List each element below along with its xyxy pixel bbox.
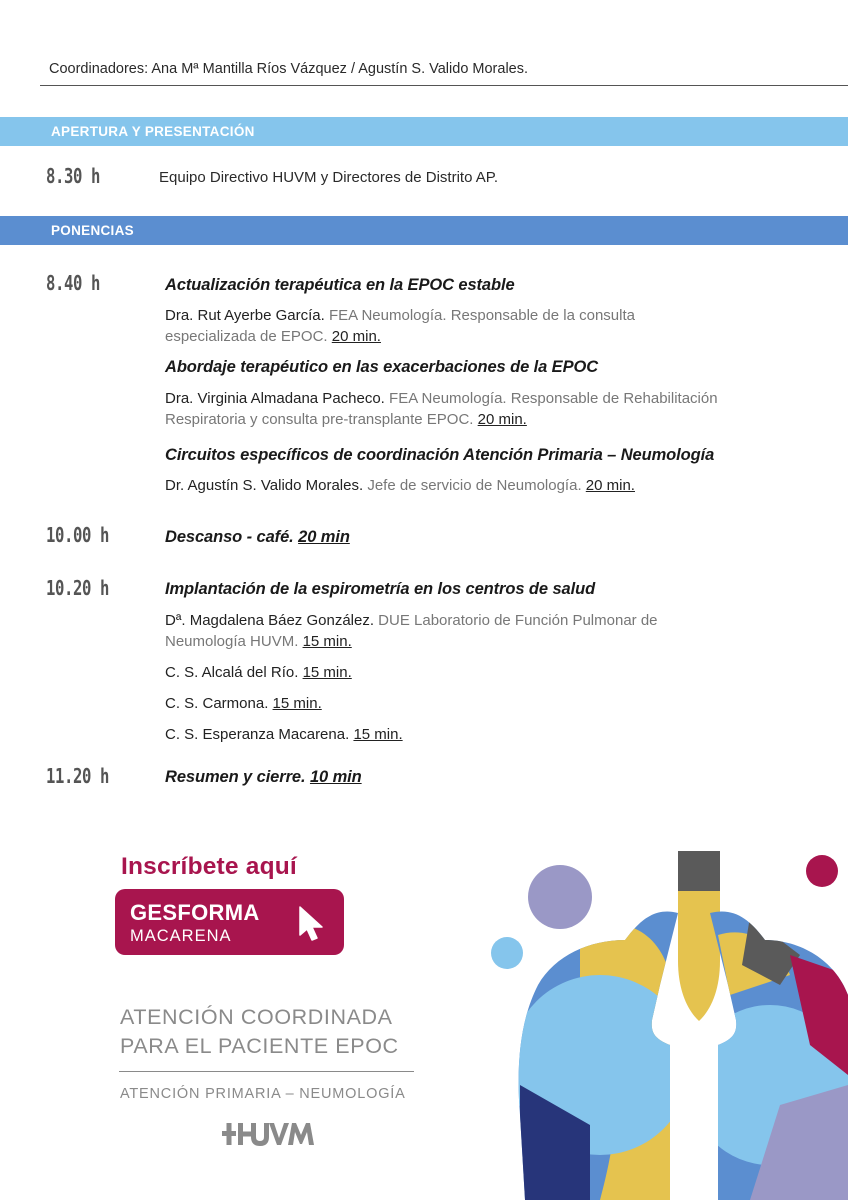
talk-3-title: Circuitos específicos de coordinación Atención Primaria – Neumología xyxy=(165,446,715,464)
center-item xyxy=(165,724,725,745)
talk-1-duration: 20 min. xyxy=(331,328,381,345)
section-opening-header: APERTURA Y PRESENTACIÓN xyxy=(0,117,848,146)
brand-subtitle: ATENCIÓN PRIMARIA – NEUMOLOGÍA xyxy=(120,1086,406,1102)
time-break: 10.00 h xyxy=(46,523,110,547)
center-item xyxy=(165,693,725,714)
huvm-logo xyxy=(222,1120,316,1148)
time-talk-1: 8.40 h xyxy=(46,271,101,295)
talk-2-speaker-role: FEA Neumología. Responsable de Rehabilitación Respiratoria y consulta pre-transplante EPOC. xyxy=(165,390,718,428)
trachea-top xyxy=(678,851,720,891)
break-title xyxy=(165,528,350,547)
decor-circle-magenta xyxy=(806,855,838,887)
close-duration: 10 min xyxy=(309,768,362,786)
talk-3-duration: 20 min. xyxy=(585,477,635,494)
brand-title-line-1: ATENCIÓN COORDINADA xyxy=(120,1005,393,1029)
talk-2-speaker-name: Dra. Virginia Almadana Pacheco. xyxy=(165,390,385,407)
center-item xyxy=(165,662,725,683)
talk-1-title: Actualización terapéutica en la EPOC estable xyxy=(165,276,515,294)
center-duration: 15 min. xyxy=(302,664,352,681)
talk-1-speaker xyxy=(165,305,725,347)
time-talk-4: 10.20 h xyxy=(46,576,110,600)
talk-2-duration: 20 min. xyxy=(477,411,527,428)
opening-text: Equipo Directivo HUVM y Directores de Distrito AP. xyxy=(159,169,499,186)
button-line-2: MACARENA xyxy=(130,927,232,945)
talk-3-speaker-name: Dr. Agustín S. Valido Morales. xyxy=(165,477,364,494)
break-label: Descanso - café. xyxy=(165,528,299,546)
talk-2-speaker xyxy=(165,388,725,430)
decor-circle-purple xyxy=(528,865,592,929)
trachea-body xyxy=(678,891,720,1021)
decor-circle-skyblue xyxy=(491,937,523,969)
talk-4-title: Implantación de la espirometría en los centros de salud xyxy=(165,580,596,598)
header-divider xyxy=(40,85,848,86)
talk-4-speaker-role: DUE Laboratorio de Función Pulmonar de Neumología HUVM. xyxy=(165,612,658,650)
gesforma-register-button[interactable] xyxy=(115,889,344,955)
center-name: C. S. Carmona. xyxy=(165,695,273,712)
brand-title-line-2: PARA EL PACIENTE EPOC xyxy=(120,1034,399,1058)
time-close: 11.20 h xyxy=(46,764,110,788)
talk-4-duration: 15 min. xyxy=(302,633,352,650)
section-talks-header: PONENCIAS xyxy=(0,216,848,245)
center-name: C. S. Esperanza Macarena. xyxy=(165,726,354,743)
talk-1-speaker-name: Dra. Rut Ayerbe García. xyxy=(165,307,325,324)
register-heading: Inscríbete aquí xyxy=(121,853,297,880)
talk-1-speaker-role: FEA Neumología. Responsable de la consulta especializada de EPOC. xyxy=(165,307,635,345)
talk-4-speaker-name: Dª. Magdalena Báez González. xyxy=(165,612,375,629)
center-duration: 15 min. xyxy=(353,726,403,743)
close-title xyxy=(165,768,362,787)
coordinators-text: Coordinadores: Ana Mª Mantilla Ríos Vázquez / Agustín S. Valido Morales. xyxy=(49,61,529,77)
time-opening: 8.30 h xyxy=(46,164,101,188)
brand-title xyxy=(120,1003,399,1061)
button-line-1: GESFORMA xyxy=(130,900,260,925)
lungs-illustration xyxy=(480,845,848,1200)
talk-4-speaker xyxy=(165,610,725,652)
center-duration: 15 min. xyxy=(272,695,322,712)
brand-divider xyxy=(119,1071,414,1072)
talk-3-speaker-role: Jefe de servicio de Neumología. xyxy=(363,477,586,494)
talk-3-speaker xyxy=(165,475,725,496)
close-label: Resumen y cierre. xyxy=(165,768,310,786)
cursor-icon xyxy=(296,905,330,943)
break-duration: 20 min xyxy=(298,528,350,546)
talk-2-title: Abordaje terapéutico en las exacerbaciones de la EPOC xyxy=(165,358,599,376)
center-name: C. S. Alcalá del Río. xyxy=(165,664,303,681)
